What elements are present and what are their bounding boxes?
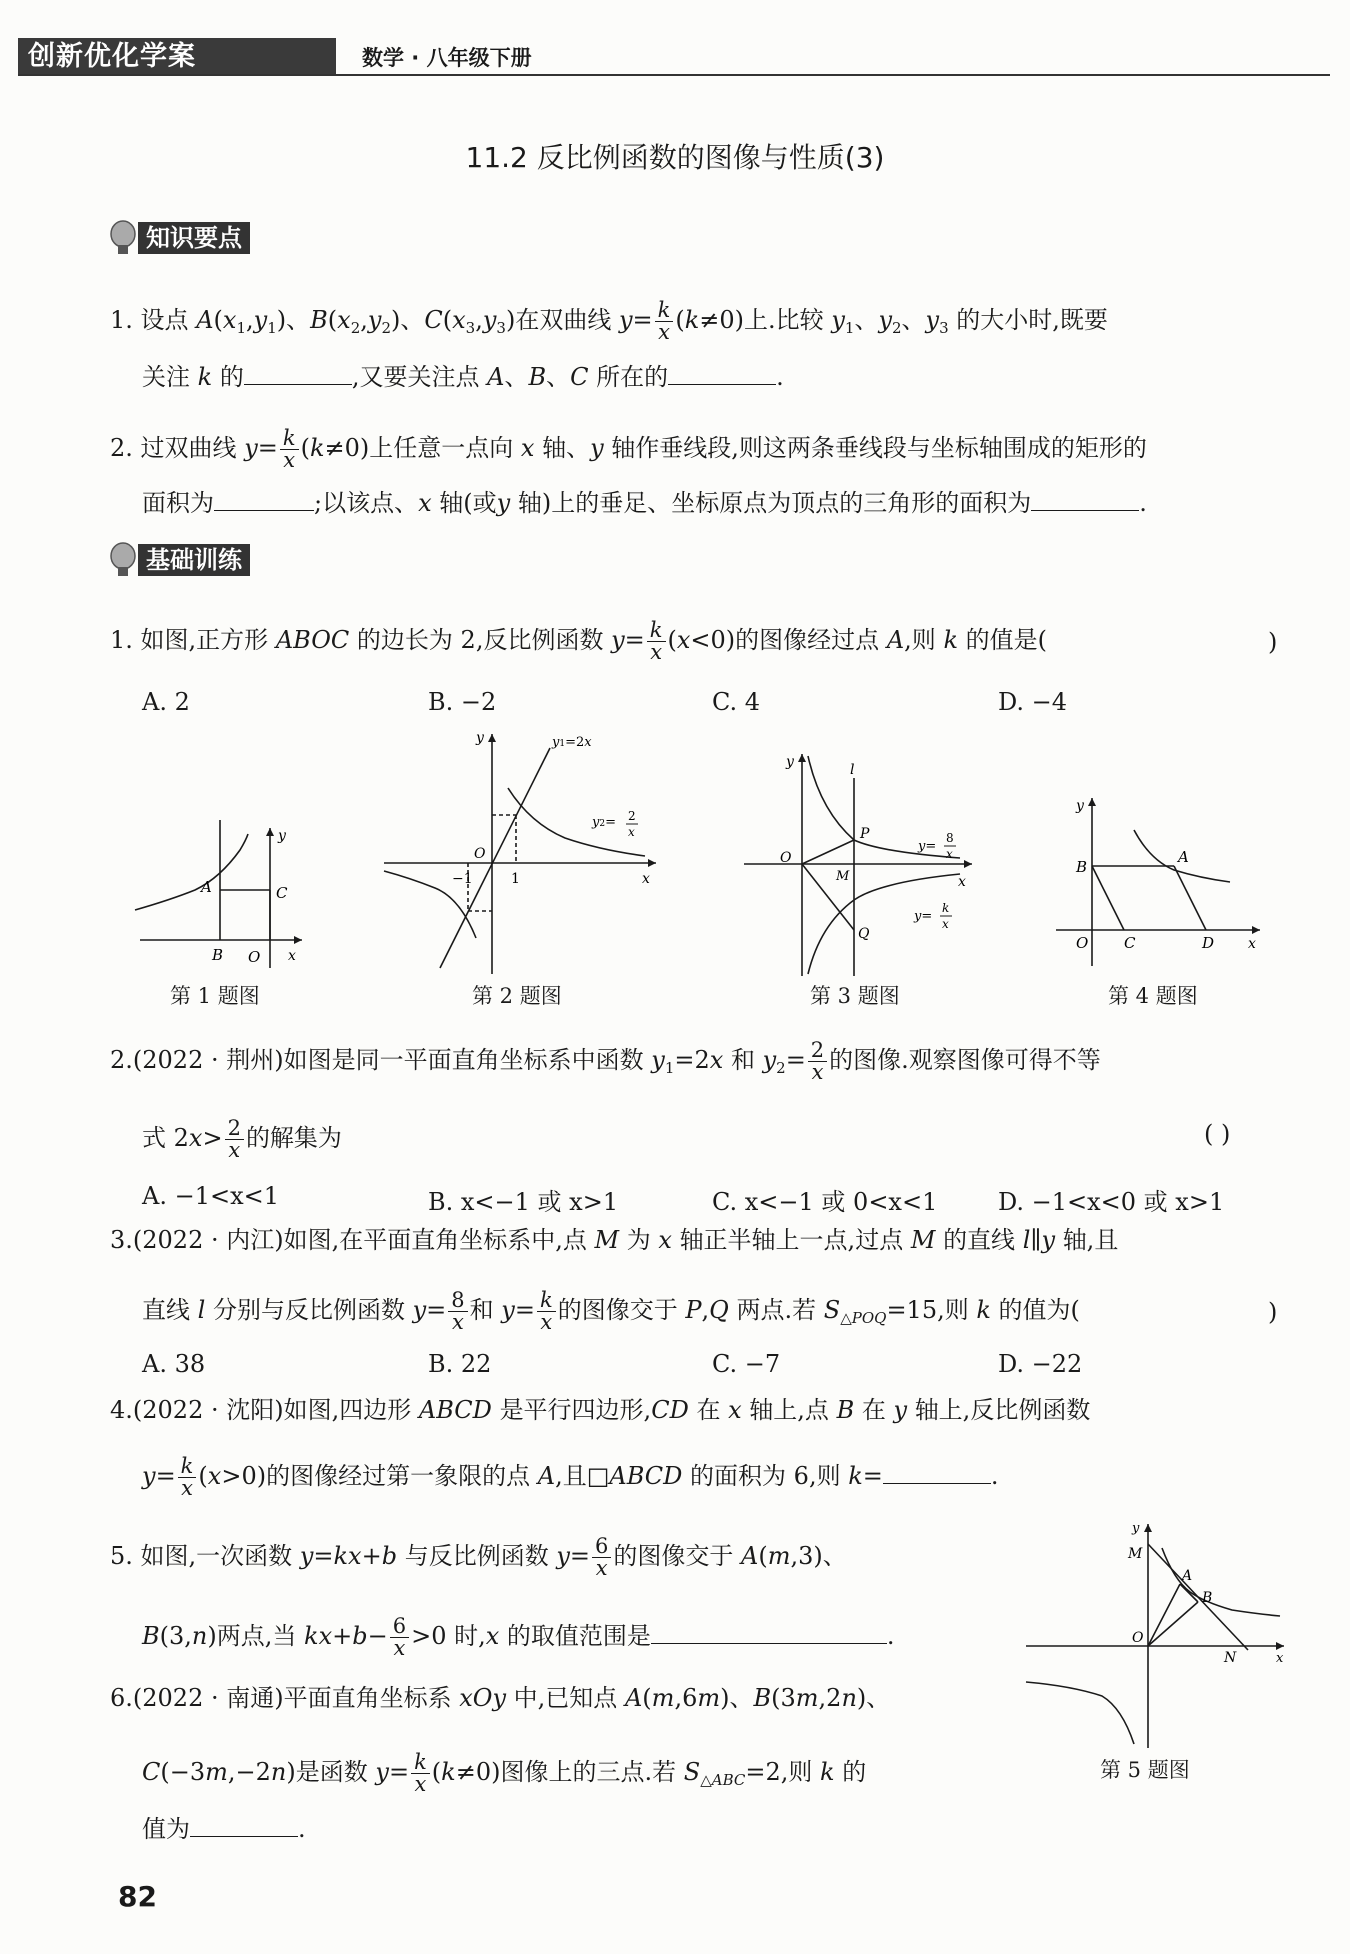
svg-text:O: O	[1132, 1630, 1144, 1646]
figure-5-diagram	[1022, 1518, 1290, 1750]
basic-q3-option-a: A. 38	[142, 1350, 206, 1378]
svg-text:B: B	[1202, 1590, 1213, 1606]
basic-q3-paren-close: )	[1268, 1298, 1278, 1326]
svg-text:x: x	[642, 871, 650, 887]
svg-text:C: C	[276, 884, 288, 902]
svg-text:y: y	[786, 754, 794, 770]
svg-text:N: N	[1224, 1650, 1237, 1666]
svg-text:O: O	[248, 948, 261, 966]
header-subject: 数学 · 八年级下册	[362, 46, 532, 70]
basic-q2-option-b: B. x<−1 或 x>1	[428, 1188, 619, 1216]
svg-text:l: l	[850, 762, 855, 778]
basic-q4-line2: y= $\frac{k}{x}$ (x>0)的图像经过第一象限的点 A,且□ABCD 的面积为 6,则 k= .	[142, 1454, 999, 1500]
basic-q6-line1: 6.(2022 · 南通)平面直角坐标系 xOy 中,已知点 A(m,6m)、B(3m,2n)、	[110, 1684, 891, 1712]
knowledge-q2-line1: 2. 过双曲线 y= $\frac{k}{x}$ (k≠0)上任意一点向 x 轴、y 轴作垂线段,则这两条垂线段与坐标轴围成的矩形的	[110, 426, 1147, 472]
figure-3-caption: 第 3 题图	[810, 984, 900, 1008]
svg-text:x: x	[628, 825, 635, 839]
svg-text:O: O	[1076, 934, 1089, 952]
basic-q2-paren: ( )	[1204, 1120, 1231, 1148]
knowledge-q2-line2: 面积为 ;以该点、x 轴(或y 轴)上的垂足、坐标原点为顶点的三角形的面积为 .	[142, 489, 1147, 517]
basic-q6-line2: C(−3m,−2n)是函数 y= $\frac{k}{x}$ (k≠0)图像上的三点.若 $S_{\triangle ABC}=2$,则 k 的	[142, 1750, 867, 1796]
basic-q1-option-d: D. −4	[998, 688, 1068, 716]
svg-text:A: A	[1182, 1568, 1193, 1584]
svg-text:D: D	[1202, 934, 1215, 952]
figure-2-caption: 第 2 题图	[472, 984, 562, 1008]
svg-text:y: y	[1132, 1521, 1140, 1536]
basic-q1-option-c: C. 4	[712, 688, 761, 716]
figure-2-diagram	[380, 728, 660, 978]
basic-q3-line1: 3.(2022 · 内江)如图,在平面直角坐标系中,点 M 为 x 轴正半轴上一点,过点 M 的直线 l∥y 轴,且	[110, 1226, 1119, 1254]
basic-q1-option-a: A. 2	[142, 688, 190, 716]
basic-q2-option-a: A. −1<x<1	[142, 1182, 279, 1210]
section-knowledge-label: 知识要点	[138, 222, 250, 254]
svg-text:M: M	[836, 869, 850, 884]
basic-q2-line2: 式 2x> $\frac{2}{x}$ 的解集为	[142, 1116, 342, 1162]
header-brand: 创新优化学案	[28, 41, 196, 72]
basic-q2-option-d: D. −1<x<0 或 x>1	[998, 1188, 1225, 1216]
basic-q2-line1: 2.(2022 · 荆州)如图是同一平面直角坐标系中函数 $y_1=2x$ 和 $y_2=$ $\frac{2}{x}$ 的图像.观察图像可得不等	[110, 1038, 1101, 1084]
knowledge-q1-line2: 关注 k 的 ,又要关注点 A、B、C 所在的 .	[142, 363, 784, 391]
svg-text:x: x	[946, 847, 953, 861]
basic-q1-line1: 1. 如图,正方形 ABOC 的边长为 2,反比例函数 y= $\frac{k}{x}$ (x<0)的图像经过点 A,则 k 的值是(	[110, 618, 1047, 664]
svg-text:k: k	[942, 901, 950, 915]
basic-q5-line2: B(3,n)两点,当 kx+b− $\frac{6}{x}$ >0 时,x 的取值范围是 .	[142, 1614, 895, 1660]
svg-text:2: 2	[628, 809, 636, 823]
svg-text:A: A	[201, 878, 212, 896]
svg-text:O: O	[474, 846, 486, 862]
svg-text:y=: y=	[914, 909, 933, 924]
basic-q4-line1: 4.(2022 · 沈阳)如图,四边形 ABCD 是平行四边形,CD 在 x 轴上,点 B 在 y 轴上,反比例函数	[110, 1396, 1091, 1424]
svg-text:x: x	[1276, 1651, 1284, 1666]
page-number: 82	[118, 1880, 157, 1913]
svg-text:Q: Q	[858, 926, 870, 942]
svg-text:y2=: y2=	[592, 815, 616, 830]
svg-text:P: P	[860, 826, 870, 842]
knowledge-q1-line1: 1. 设点 $A(x_1,y_1)$、$B(x_2,y_2)$、$C(x_3,y_3)$在双曲线 y= $\frac{k}{x}$ (k≠0)上.比较 $y_1$、$y_2$、$y_3$ 的大小时,既要	[110, 298, 1108, 344]
basic-q5-line1: 5. 如图,一次函数 y=kx+b 与反比例函数 y= $\frac{6}{x}$ 的图像交于 A(m,3)、	[110, 1534, 847, 1580]
basic-q1-option-b: B. −2	[428, 688, 497, 716]
page-title: 11.2 反比例函数的图像与性质(3)	[465, 141, 885, 174]
figure-4-caption: 第 4 题图	[1108, 984, 1198, 1008]
header-rule	[18, 74, 1330, 76]
svg-text:A: A	[1178, 848, 1189, 866]
basic-q3-option-c: C. −7	[712, 1350, 781, 1378]
svg-text:x: x	[1248, 936, 1256, 952]
svg-text:B: B	[212, 946, 224, 964]
figure-5-caption: 第 5 题图	[1100, 1758, 1190, 1782]
basic-q2-option-c: C. x<−1 或 0<x<1	[712, 1188, 938, 1216]
svg-text:y: y	[278, 828, 286, 844]
figure-1-caption: 第 1 题图	[170, 984, 260, 1008]
basic-q6-line3: 值为 .	[142, 1815, 306, 1843]
basic-q3-option-d: D. −22	[998, 1350, 1083, 1378]
svg-text:y=: y=	[918, 839, 937, 854]
figure-1-diagram	[130, 820, 310, 970]
lightbulb-icon	[108, 218, 138, 258]
basic-q3-option-b: B. 22	[428, 1350, 492, 1378]
basic-q3-line2: 直线 l 分别与反比例函数 y= $\frac{8}{x}$ 和 y= $\frac{k}{x}$ 的图像交于 P,Q 两点.若 $S_{\triangle POQ}=15$,则 k 的值为(	[142, 1288, 1080, 1334]
svg-text:y: y	[476, 730, 484, 746]
svg-text:1: 1	[511, 871, 520, 887]
svg-text:C: C	[1124, 934, 1136, 952]
basic-q1-paren-close: )	[1268, 628, 1278, 656]
svg-text:O: O	[780, 850, 792, 866]
svg-text:M: M	[1128, 1546, 1143, 1562]
svg-text:B: B	[1076, 858, 1088, 876]
svg-text:x: x	[958, 874, 966, 890]
svg-text:8: 8	[946, 831, 954, 845]
lightbulb-icon	[108, 540, 138, 580]
section-basic-label: 基础训练	[138, 544, 250, 576]
svg-text:−1: −1	[452, 871, 473, 887]
figure-3-diagram	[740, 750, 980, 980]
svg-text:x: x	[942, 917, 949, 931]
figure-4-diagram	[1050, 790, 1268, 970]
svg-text:y: y	[1076, 798, 1084, 814]
svg-text:y1=2x: y1=2x	[552, 735, 592, 750]
svg-text:x: x	[288, 948, 296, 964]
